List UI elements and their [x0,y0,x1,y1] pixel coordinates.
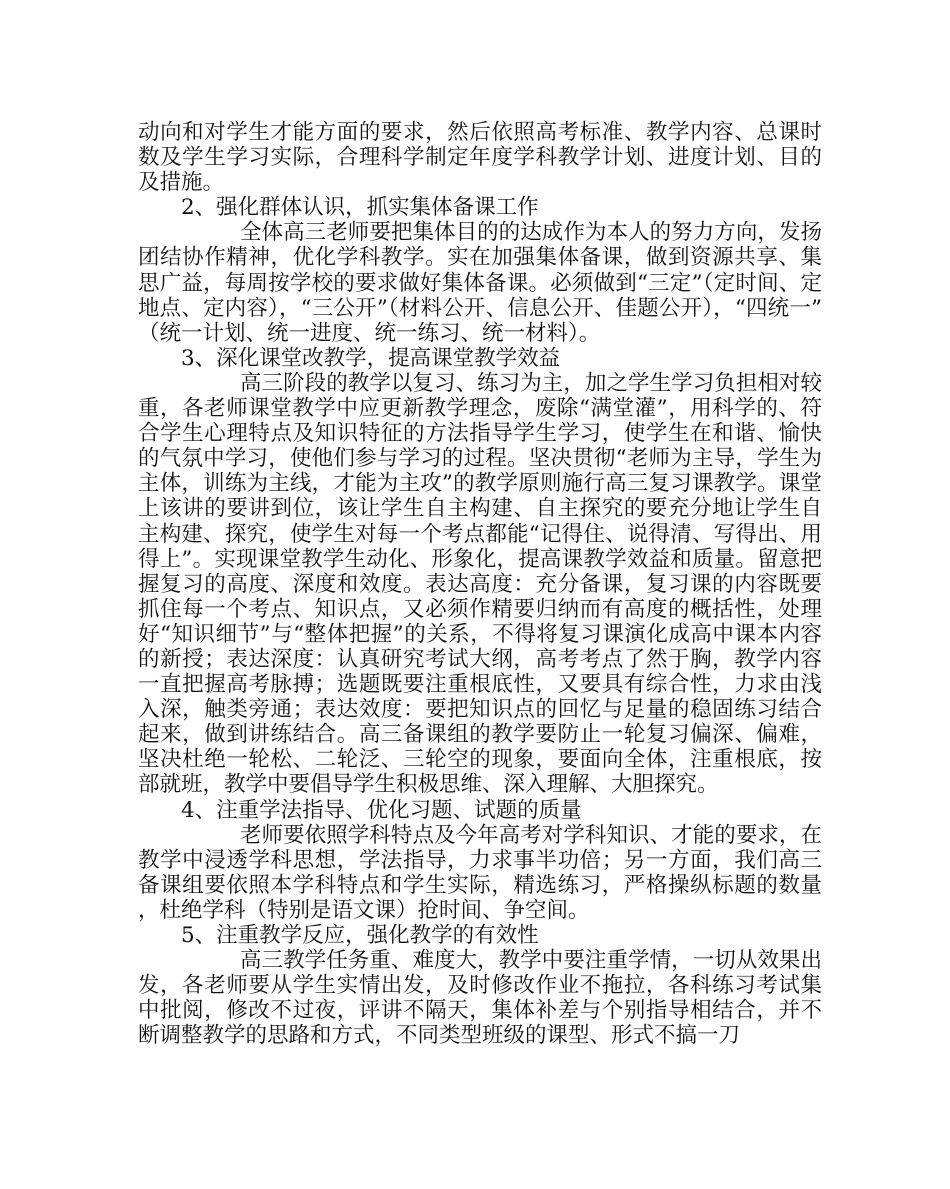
continuation-paragraph: 动向和对学生才能方面的要求，然后依照高考标准、教学内容、总课时数及学生学习实际，合理科学制定年度学科教学计划、进度计划、目的及措施。 [138,120,822,196]
body-paragraph-5: 高三教学任务重、难度大，教学中要注重学情，一切从效果出发，各老师要从学生实情出发，及时修改作业不拖拉，各科练习考试集中批阅，修改不过夜，评讲不隔天，集体补差与个别指导相结合，并不断调整教学的思路和方式，不同类型班级的课型、形式不搞一刀 [138,948,822,1049]
section-heading-4: 4、注重学法指导、优化习题、试题的质量 [181,797,582,823]
section-heading-3: 3、深化课堂改教学，提高课堂教学效益 [181,345,561,371]
body-paragraph-4: 老师要依照学科特点及今年高考对学科知识、才能的要求，在教学中浸透学科思想，学法指导，力求事半功倍；另一方面，我们高三备课组要依照本学科特点和学生实际，精选练习，严格操纵标题的数量，杜绝学科（特别是语文课）抢时间、争空间。 [138,822,822,923]
body-paragraph-3: 高三阶段的教学以复习、练习为主，加之学生学习负担相对较重，各老师课堂教学中应更新教学理念，废除“满堂灌”，用科学的、符合学生心理特点及知识特征的方法指导学生学习，使学生在和谐、愉快的气氛中学习，使他们参与学习的过程。坚决贯彻“老师为主导，学生为主体，训练为主线，才能为主攻”的教学原则施行高三复习课教学。课堂上该讲的要讲到位，该让学生自主构建、自主探究的要充分地让学生自主构建、探究，使学生对每一个考点都能“记得住、说得清、写得出、用得上”。实现课堂教学生动化、形象化，提高课教学效益和质量。留意把握复习的高度、深度和效度。表达高度：充分备课，复习课的内容既要抓住每一个考点、知识点，又必须作精要归纳而有高度的概括性，处理好“知识细节”与“整体把握”的关系，不得将复习课演化成高中课本内容的新授；表达深度：认真研究考试大纲，高考考点了然于胸，教学内容一直把握高考脉搏；选题既要注重根底性，又要具有综合性，力求由浅入深，触类旁通；表达效度：要把知识点的回忆与足量的稳固练习结合起来，做到讲练结合。高三备课组的教学要防止一轮复习偏深、偏难，坚决杜绝一轮松、二轮泛、三轮空的现象，要面向全体，注重根底，按部就班，教学中要倡导学生积极思维、深入理解、大胆探究。 [138,370,822,798]
document-body [138,120,822,1048]
body-paragraph-2: 全体高三老师要把集体目的的达成作为本人的努力方向，发扬团结协作精神，优化学科教学。实在加强集体备课，做到资源共享、集思广益，每周按学校的要求做好集体备课。必须做到“三定”（定时间、定地点、定内容），“三公开”（材料公开、信息公开、佳题公开），“四统一”（统一计划、统一进度、统一练习、统一材料）。 [138,220,822,346]
section-heading-5: 5、注重教学反应，强化教学的有效性 [181,923,539,948]
section-heading-2: 2、强化群体认识，抓实集体备课工作 [181,195,539,221]
